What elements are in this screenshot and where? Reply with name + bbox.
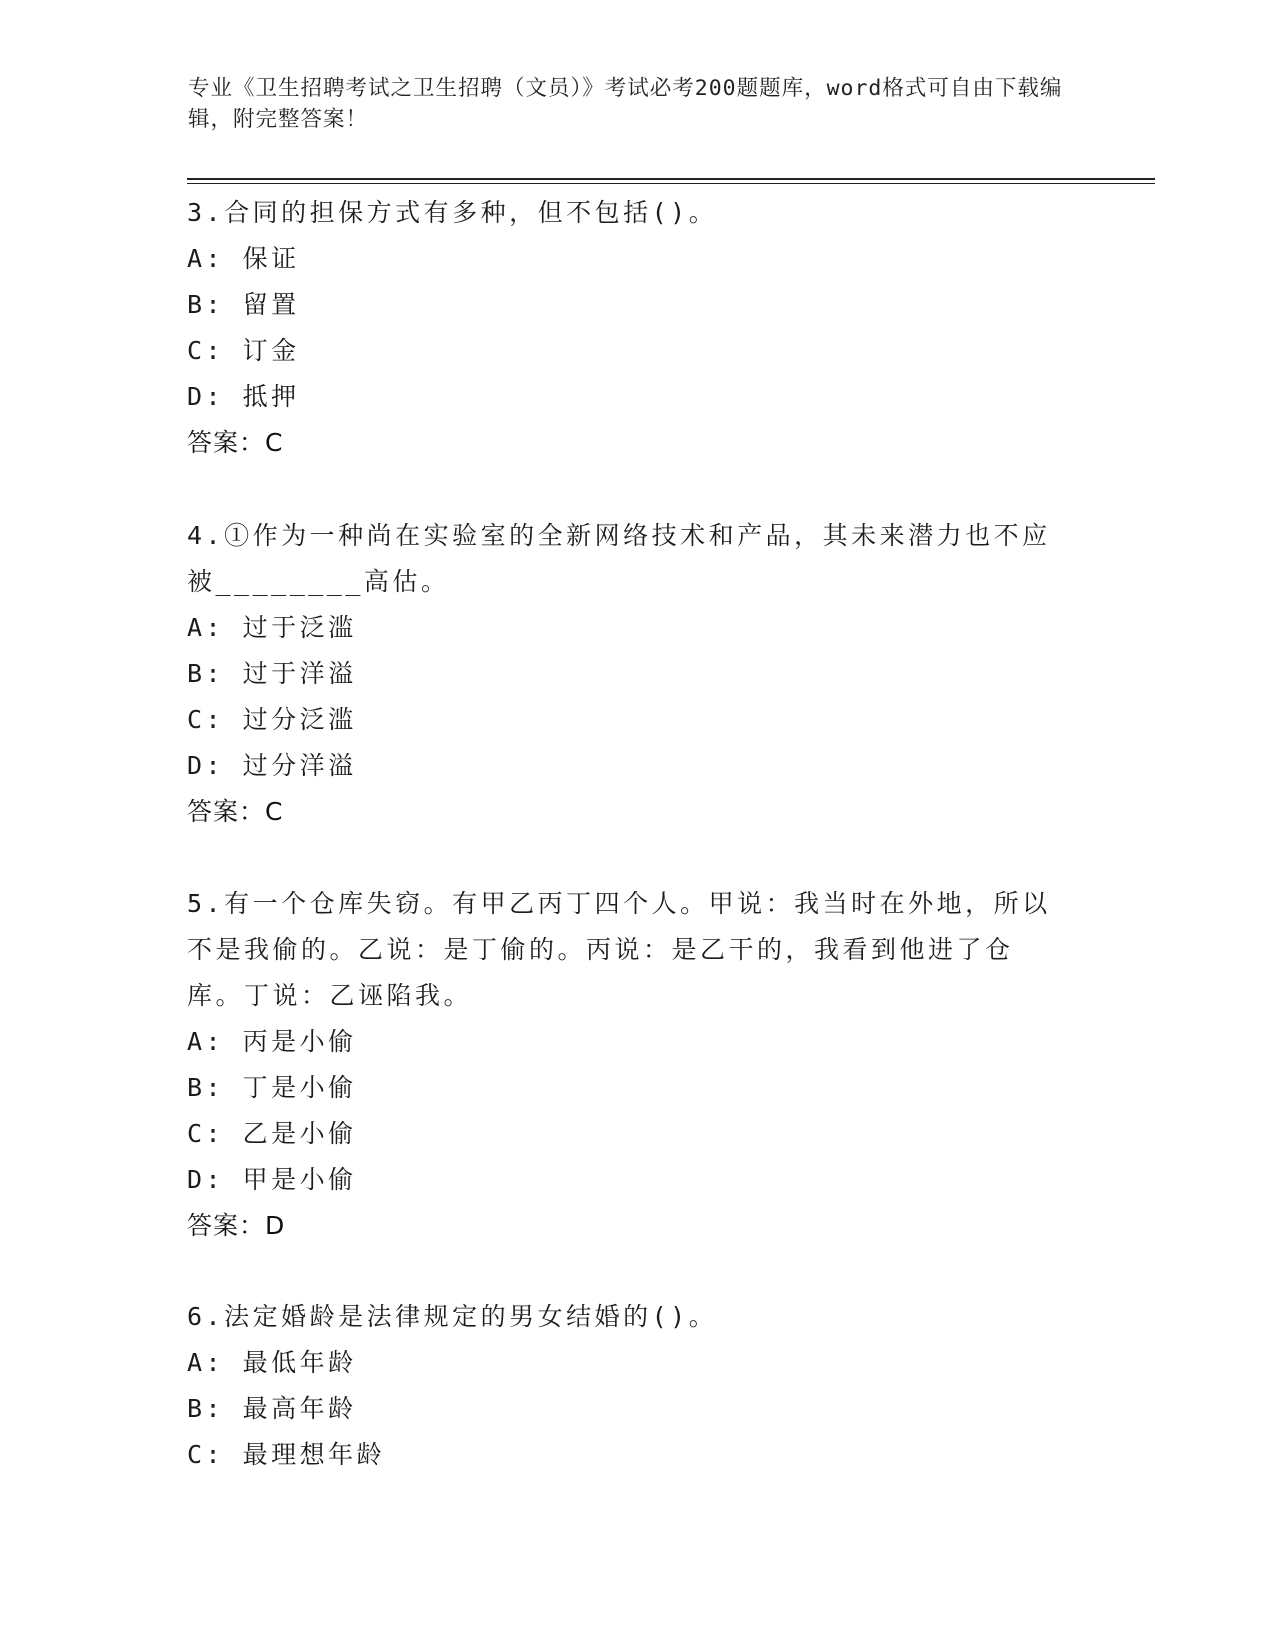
option-a: A: 丙是小偷 [187, 1027, 357, 1056]
document-header: 专业《卫生招聘考试之卫生招聘（文员）》考试必考200题题库，word格式可自由下载编辑，附完整答案！ [188, 76, 1063, 132]
question-3 [187, 190, 1067, 466]
question-stem: 5.有一个仓库失窃。有甲乙丙丁四个人。甲说：我当时在外地，所以不是我偷的。乙说：是丁偷的。丙说：是乙干的，我看到他进了仓库。丁说：乙诬陷我。 [187, 889, 1051, 1010]
question-5 [187, 881, 1067, 1249]
option-c: C: 乙是小偷 [187, 1119, 357, 1148]
header-rule-thin [187, 183, 1155, 184]
option-b: B: 留置 [187, 290, 300, 319]
option-b: B: 丁是小偷 [187, 1073, 357, 1102]
question-stem: 4.①作为一种尚在实验室的全新网络技术和产品，其未来潜力也不应被________高估。 [187, 521, 1051, 596]
answer-line: 答案：C [187, 428, 284, 457]
option-b: B: 最高年龄 [187, 1394, 357, 1423]
answer-line: 答案：D [187, 1211, 286, 1240]
question-4 [187, 513, 1067, 835]
question-stem: 3.合同的担保方式有多种，但不包括()。 [187, 198, 718, 227]
question-stem: 6.法定婚龄是法律规定的男女结婚的()。 [187, 1302, 718, 1331]
option-d: D: 过分洋溢 [187, 751, 357, 780]
option-a: A: 过于泛滥 [187, 613, 357, 642]
option-d: D: 甲是小偷 [187, 1165, 357, 1194]
question-6 [187, 1294, 1067, 1478]
option-c: C: 过分泛滥 [187, 705, 357, 734]
option-c: C: 订金 [187, 336, 300, 365]
answer-line: 答案：C [187, 797, 284, 826]
option-d: D: 抵押 [187, 382, 300, 411]
option-c: C: 最理想年龄 [187, 1440, 386, 1469]
header-rule-thick [187, 178, 1155, 180]
option-a: A: 保证 [187, 244, 300, 273]
option-a: A: 最低年龄 [187, 1348, 357, 1377]
option-b: B: 过于洋溢 [187, 659, 357, 688]
